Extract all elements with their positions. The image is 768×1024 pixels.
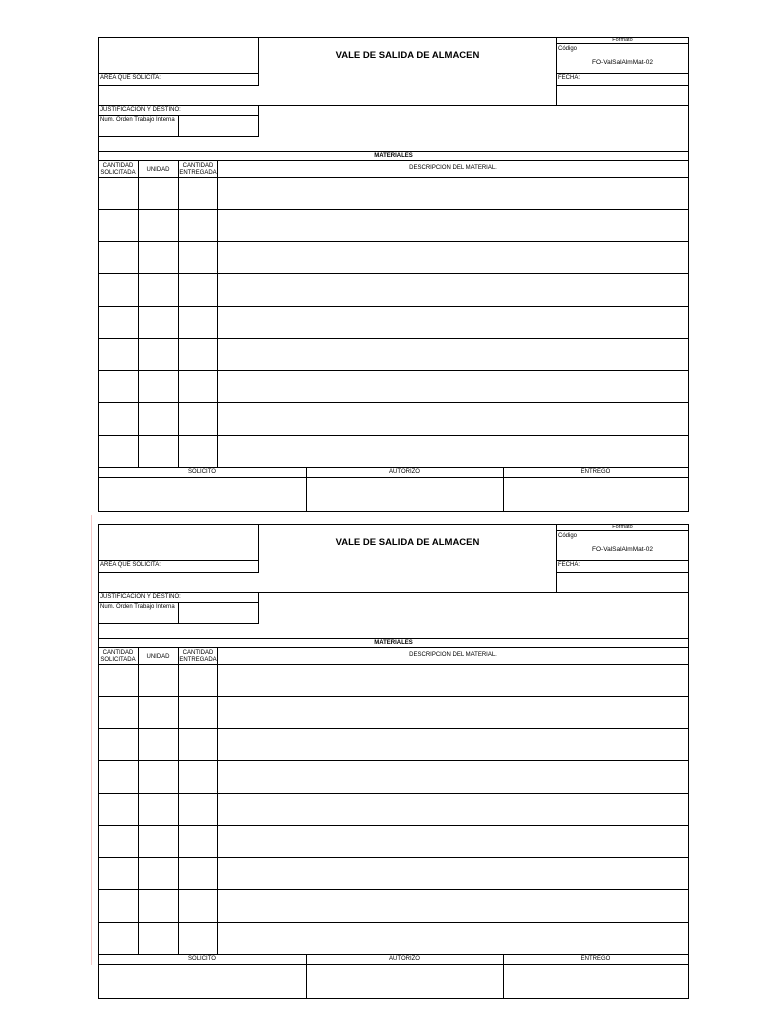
autorizo-label: AUTORIZO (389, 469, 420, 475)
solicito-label: SOLICITO (188, 956, 216, 962)
codigo-value: FO-ValSalAlmMat-02 (592, 59, 653, 66)
col-descripcion: DESCRIPCION DEL MATERIAL. (409, 652, 497, 658)
formato-label: Formato (612, 524, 633, 530)
fecha-label: FECHA: (558, 75, 581, 81)
col-unidad: UNIDAD (146, 654, 170, 660)
entrego-label: ENTREGO (580, 469, 611, 475)
form-title: VALE DE SALIDA DE ALMACEN (335, 50, 480, 61)
col-descripcion: DESCRIPCION DEL MATERIAL. (409, 165, 497, 171)
justificacion-label: JUSTIFICACION Y DESTINO: (100, 594, 181, 600)
codigo-label: Código (558, 533, 578, 539)
col-cantidad-solicitada-2: SOLICITADA (100, 657, 136, 663)
col-cantidad-solicitada-1: CANTIDAD (102, 163, 134, 169)
col-cantidad-solicitada-1: CANTIDAD (102, 650, 134, 656)
materiales-label: MATERIALES (374, 640, 413, 646)
vale-salida-form-bottom (98, 524, 689, 999)
orden-label: Num. Orden Trabajo Interna (100, 604, 175, 610)
col-cantidad-entregada-1: CANTIDAD (182, 163, 214, 169)
codigo-value: FO-ValSalAlmMat-02 (592, 546, 653, 553)
col-cantidad-entregada-1: CANTIDAD (182, 650, 214, 656)
col-cantidad-entregada-2: ENTREGADA (179, 657, 217, 663)
orden-label: Num. Orden Trabajo Interna (100, 117, 175, 123)
area-label: AREA QUE SOLICITA: (100, 562, 161, 568)
entrego-label: ENTREGO (580, 956, 611, 962)
materiales-label: MATERIALES (374, 153, 413, 159)
vale-salida-form-top (98, 37, 689, 512)
solicito-label: SOLICITO (188, 469, 216, 475)
col-cantidad-entregada-2: ENTREGADA (179, 170, 217, 176)
fecha-label: FECHA: (558, 562, 581, 568)
codigo-label: Código (558, 46, 578, 52)
formato-label: Formato (612, 37, 633, 43)
autorizo-label: AUTORIZO (389, 956, 420, 962)
area-label: AREA QUE SOLICITA: (100, 75, 161, 81)
margin-mark (91, 515, 92, 965)
col-unidad: UNIDAD (146, 167, 170, 173)
col-cantidad-solicitada-2: SOLICITADA (100, 170, 136, 176)
justificacion-label: JUSTIFICACION Y DESTINO: (100, 107, 181, 113)
form-title: VALE DE SALIDA DE ALMACEN (335, 537, 480, 548)
